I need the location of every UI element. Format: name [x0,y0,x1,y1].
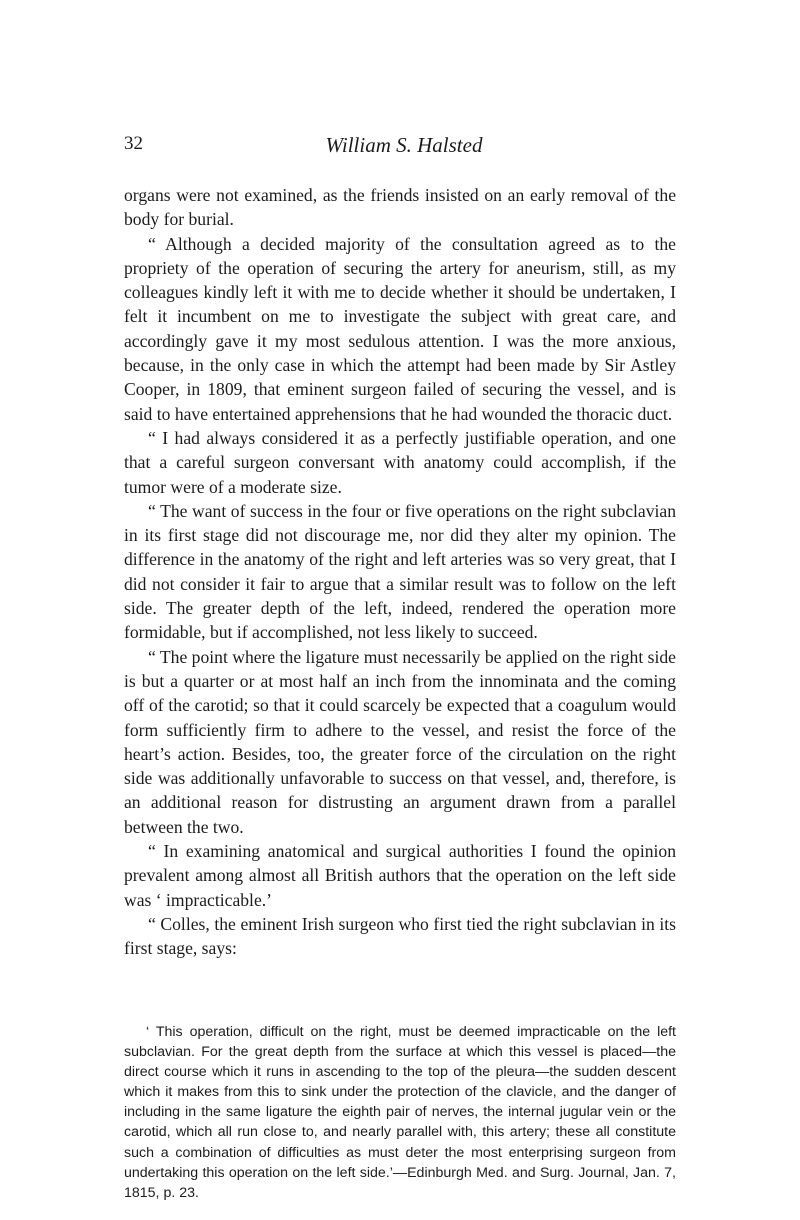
paragraph: “ The point where the ligature must necessarily be applied on the right side is but a quarter or at most half an inch from the innominata and the coming off of the carotid; so that it could scarcely be expected that a coagulum would form sufficiently firm to adhere to the vessel, and resist the force of the heart’s action. Besides, too, the greater force of the circulation on the right side was additionally unfavorable to success on that vessel, and, therefore, is an additional reason for distrusting an argument drawn from a parallel between the two. [124,646,676,837]
footnote [124,1022,676,1203]
page-number: 32 [124,133,143,154]
paragraph: “ Although a decided majority of the consultation agreed as to the propriety of the operation of securing the artery for aneurism, still, as my colleagues kindly left it with me to decide whether it should be undertaken, I felt it incumbent on me to investigate the subject with great care, and accordingly gave it my most sedulous attention. I was the more anxious, because, in the only case in which the attempt had been made by Sir Astley Cooper, in 1809, that eminent surgeon failed of securing the vessel, and is said to have entertained apprehensions that he had wounded the thoracic duct. [124,233,676,424]
body-text [124,183,676,961]
footnote-text: ‘ This operation, difficult on the right, must be deemed impracticable on the left subclavian. For the great depth from the surface at which this vessel is placed—the direct course which it runs in ascending to the top of the pleura—the sudden descent which it makes from this to sink under the protection of the clavicle, and the danger of including in the same ligature the eighth pair of nerves, the internal jugular vein or the carotid, which all run close to, and nearly parallel with, this artery; these all constitute such a combination of difficulties as must deter the most enterprising surgeon from undertaking this operation on the left side.’—Edinburgh Med. and Surg. Journal, Jan. 7, 1815, p. 23. [124,1024,676,1201]
page-header [124,133,684,159]
paragraph: organs were not examined, as the friends insisted on an early removal of the body for burial. [124,185,676,230]
paragraph: “ In examining anatomical and surgical authorities I found the opinion prevalent among almost all British authors that the operation on the left side was ‘ impracticable.’ [124,841,676,910]
paragraph: “ I had always considered it as a perfectly justifiable operation, and one that a careful surgeon conversant with anatomy could accomplish, if the tumor were of a moderate size. [124,427,676,497]
paragraph: “ Colles, the eminent Irish surgeon who first tied the right subclavian in its first stage, says: [124,913,676,959]
running-head: William S. Halsted [325,133,483,157]
paragraph: “ The want of success in the four or five operations on the right subclavian in its first stage did not discourage me, nor did they alter my opinion. The difference in the anatomy of the right and left arteries was so very great, that I did not consider it fair to argue that a similar result was to follow on the left side. The greater depth of the left, indeed, rendered the operation more formidable, but if accomplished, not less likely to succeed. [124,500,676,643]
